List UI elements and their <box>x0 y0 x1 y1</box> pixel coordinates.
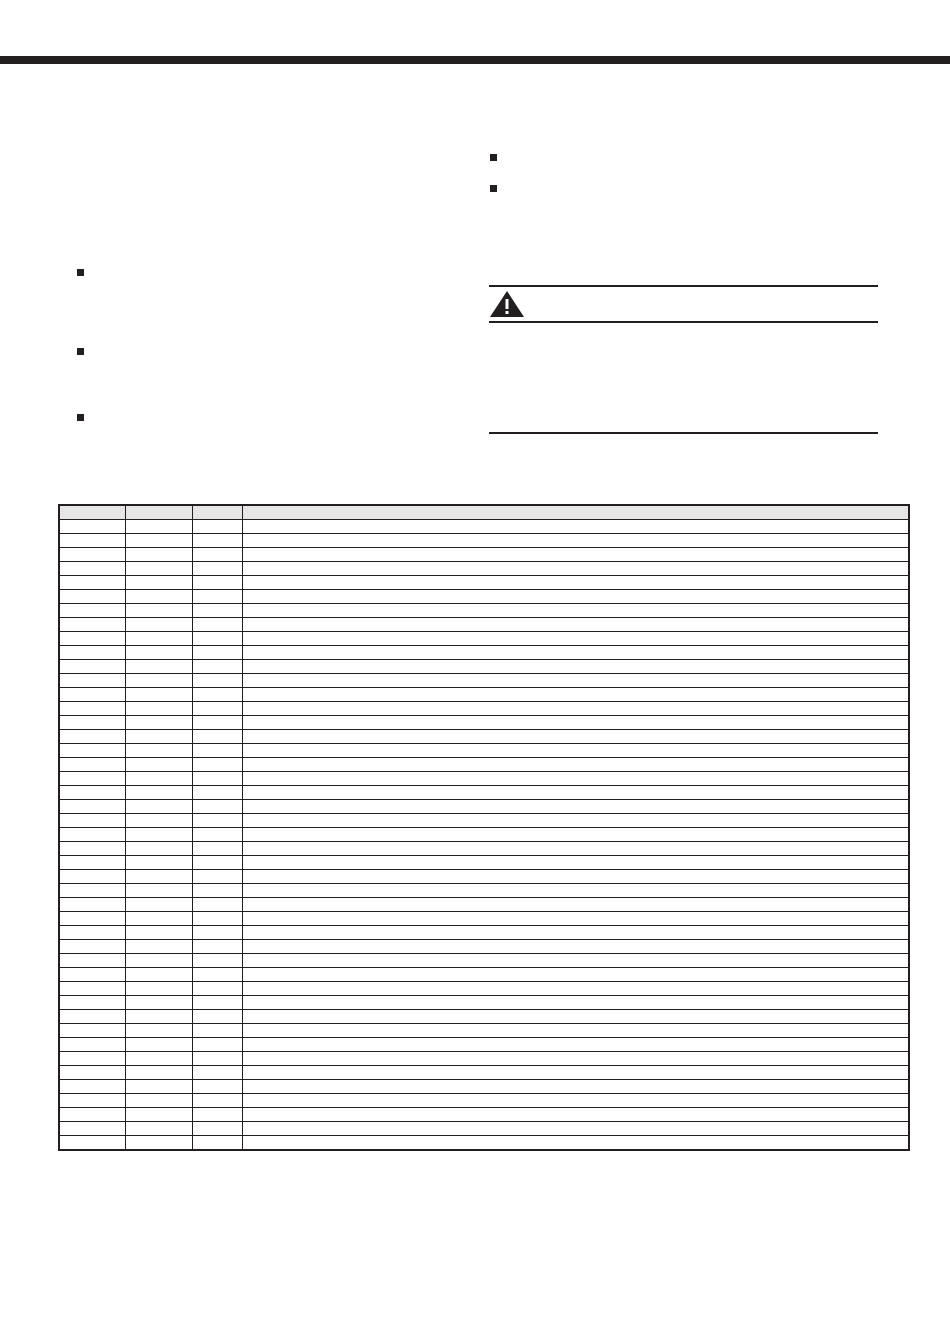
table-cell <box>192 520 242 534</box>
table-cell <box>192 1080 242 1094</box>
table-row <box>59 730 909 744</box>
table-cell <box>192 660 242 674</box>
bullet-marker-4 <box>490 154 497 161</box>
table-cell <box>192 1066 242 1080</box>
table-cell <box>242 814 909 828</box>
table-row <box>59 856 909 870</box>
table-cell <box>125 660 192 674</box>
table-cell <box>125 1080 192 1094</box>
table-row <box>59 1122 909 1136</box>
table-row <box>59 548 909 562</box>
table-cell <box>125 926 192 940</box>
table-cell <box>192 982 242 996</box>
table-cell <box>125 1038 192 1052</box>
table-cell <box>59 828 125 842</box>
table-cell <box>59 618 125 632</box>
table-cell <box>192 674 242 688</box>
table-cell <box>125 786 192 800</box>
table-row <box>59 968 909 982</box>
table-cell <box>242 926 909 940</box>
table-cell <box>125 954 192 968</box>
table-cell <box>125 912 192 926</box>
table-cell <box>59 940 125 954</box>
table-cell <box>242 576 909 590</box>
table-cell <box>192 758 242 772</box>
table-cell <box>125 800 192 814</box>
table-row <box>59 884 909 898</box>
table-cell <box>192 926 242 940</box>
table-cell <box>125 758 192 772</box>
table-row <box>59 660 909 674</box>
table-cell <box>59 660 125 674</box>
table-row <box>59 926 909 940</box>
table-cell <box>192 968 242 982</box>
table-cell <box>192 856 242 870</box>
table-cell <box>59 1080 125 1094</box>
table-row <box>59 702 909 716</box>
table-row <box>59 870 909 884</box>
table-row <box>59 842 909 856</box>
table-cell <box>192 870 242 884</box>
table-row <box>59 604 909 618</box>
table-cell <box>242 548 909 562</box>
table-cell <box>125 940 192 954</box>
table-cell <box>242 996 909 1010</box>
table-cell <box>242 604 909 618</box>
table-row <box>59 716 909 730</box>
table-cell <box>59 744 125 758</box>
table-cell <box>242 1010 909 1024</box>
table-cell <box>125 520 192 534</box>
table-cell <box>192 940 242 954</box>
table-row <box>59 1080 909 1094</box>
table-cell <box>59 968 125 982</box>
table-cell <box>192 1136 242 1151</box>
table-row <box>59 520 909 534</box>
table-cell <box>125 744 192 758</box>
table-cell <box>192 1038 242 1052</box>
table-cell <box>59 1010 125 1024</box>
bullet-marker-2 <box>77 348 84 355</box>
table-cell <box>125 1108 192 1122</box>
table-cell <box>59 800 125 814</box>
table-row <box>59 632 909 646</box>
table-row <box>59 688 909 702</box>
table-cell <box>125 534 192 548</box>
table-row <box>59 744 909 758</box>
column-header <box>59 505 125 520</box>
table-cell <box>59 646 125 660</box>
table-cell <box>125 646 192 660</box>
table-cell <box>242 1122 909 1136</box>
table-cell <box>59 772 125 786</box>
table-cell <box>242 1094 909 1108</box>
column-header <box>242 505 909 520</box>
table-cell <box>125 884 192 898</box>
table-cell <box>192 996 242 1010</box>
warning-bottom-rule <box>489 432 878 434</box>
table-row <box>59 758 909 772</box>
table-row <box>59 576 909 590</box>
table-cell <box>125 632 192 646</box>
warning-mid-rule <box>489 321 878 323</box>
table-cell <box>125 730 192 744</box>
table-cell <box>59 954 125 968</box>
table-cell <box>125 814 192 828</box>
table-cell <box>125 590 192 604</box>
table-cell <box>125 870 192 884</box>
table-cell <box>59 730 125 744</box>
table-cell <box>192 744 242 758</box>
table-cell <box>192 604 242 618</box>
table-cell <box>192 702 242 716</box>
table-cell <box>59 912 125 926</box>
table-cell <box>125 968 192 982</box>
table-cell <box>242 520 909 534</box>
table-cell <box>242 954 909 968</box>
table-cell <box>125 674 192 688</box>
parts-table <box>58 504 910 1151</box>
table-cell <box>59 842 125 856</box>
table-cell <box>192 1010 242 1024</box>
table-row <box>59 772 909 786</box>
table-cell <box>192 590 242 604</box>
table-cell <box>242 912 909 926</box>
table-row <box>59 912 909 926</box>
table-cell <box>125 1010 192 1024</box>
table-row <box>59 1010 909 1024</box>
table-cell <box>192 688 242 702</box>
table-cell <box>242 1052 909 1066</box>
table-row <box>59 534 909 548</box>
table-cell <box>59 1136 125 1151</box>
table-cell <box>125 828 192 842</box>
table-cell <box>59 702 125 716</box>
table-row <box>59 786 909 800</box>
table-cell <box>242 702 909 716</box>
table-row <box>59 1052 909 1066</box>
table-cell <box>59 562 125 576</box>
table-row <box>59 1066 909 1080</box>
table-cell <box>192 884 242 898</box>
table-cell <box>59 1108 125 1122</box>
bullet-marker-1 <box>77 269 84 276</box>
table-cell <box>192 646 242 660</box>
table-cell <box>242 534 909 548</box>
table-cell <box>59 926 125 940</box>
warning-triangle-icon <box>489 290 525 318</box>
table-cell <box>242 786 909 800</box>
table-cell <box>242 772 909 786</box>
table-cell <box>242 828 909 842</box>
table-cell <box>59 688 125 702</box>
table-cell <box>242 800 909 814</box>
table-cell <box>242 1066 909 1080</box>
table-row <box>59 1094 909 1108</box>
table-cell <box>125 898 192 912</box>
table-cell <box>59 982 125 996</box>
table-cell <box>192 1122 242 1136</box>
table-cell <box>125 1052 192 1066</box>
table-cell <box>59 716 125 730</box>
table-row <box>59 982 909 996</box>
table-cell <box>59 898 125 912</box>
table-cell <box>125 688 192 702</box>
table-cell <box>242 632 909 646</box>
table-cell <box>242 982 909 996</box>
bullet-marker-5 <box>490 185 497 192</box>
table-cell <box>242 660 909 674</box>
table-row <box>59 618 909 632</box>
table-cell <box>192 576 242 590</box>
table-cell <box>192 716 242 730</box>
table-cell <box>59 870 125 884</box>
table-cell <box>59 786 125 800</box>
table-cell <box>125 842 192 856</box>
table-cell <box>125 618 192 632</box>
table-cell <box>242 716 909 730</box>
table-row <box>59 1038 909 1052</box>
table-cell <box>192 1024 242 1038</box>
table-cell <box>242 940 909 954</box>
table-cell <box>242 1038 909 1052</box>
table-cell <box>59 1038 125 1052</box>
table-cell <box>242 730 909 744</box>
table-row <box>59 996 909 1010</box>
table-cell <box>59 996 125 1010</box>
table-cell <box>192 898 242 912</box>
table-cell <box>192 842 242 856</box>
table-cell <box>125 1094 192 1108</box>
table-cell <box>59 520 125 534</box>
table-cell <box>125 576 192 590</box>
table-row <box>59 954 909 968</box>
table-cell <box>192 730 242 744</box>
table-cell <box>59 674 125 688</box>
table-cell <box>192 1108 242 1122</box>
table-cell <box>192 1052 242 1066</box>
table-cell <box>192 632 242 646</box>
table-cell <box>242 884 909 898</box>
table-cell <box>59 1052 125 1066</box>
table-cell <box>125 548 192 562</box>
table-cell <box>242 618 909 632</box>
table-row <box>59 1024 909 1038</box>
table-cell <box>242 590 909 604</box>
table-row <box>59 814 909 828</box>
table-cell <box>59 1094 125 1108</box>
table-cell <box>192 618 242 632</box>
table-cell <box>192 548 242 562</box>
table-cell <box>125 1024 192 1038</box>
table-cell <box>192 772 242 786</box>
table-row <box>59 1136 909 1151</box>
table-cell <box>59 856 125 870</box>
table-cell <box>125 562 192 576</box>
header-rule <box>0 56 950 64</box>
table-cell <box>59 1066 125 1080</box>
table-row <box>59 646 909 660</box>
table-cell <box>125 702 192 716</box>
table-cell <box>242 646 909 660</box>
table-cell <box>59 590 125 604</box>
warning-top-rule <box>489 285 878 287</box>
table-cell <box>242 1108 909 1122</box>
table-cell <box>192 786 242 800</box>
table-cell <box>192 1094 242 1108</box>
table-cell <box>192 814 242 828</box>
table-cell <box>242 870 909 884</box>
table-cell <box>242 1024 909 1038</box>
bullet-marker-3 <box>77 414 84 421</box>
table-cell <box>242 744 909 758</box>
column-header <box>125 505 192 520</box>
table-cell <box>59 632 125 646</box>
table-cell <box>242 1136 909 1151</box>
table-cell <box>192 828 242 842</box>
table-cell <box>59 1122 125 1136</box>
table-cell <box>242 758 909 772</box>
table-cell <box>59 548 125 562</box>
table-cell <box>192 534 242 548</box>
table-cell <box>59 576 125 590</box>
table-row <box>59 940 909 954</box>
table-row <box>59 674 909 688</box>
table-cell <box>242 562 909 576</box>
table-row <box>59 562 909 576</box>
table-cell <box>125 1066 192 1080</box>
table-cell <box>192 562 242 576</box>
table-cell <box>59 758 125 772</box>
table-cell <box>242 968 909 982</box>
table-header-row <box>59 505 909 520</box>
table-cell <box>59 604 125 618</box>
table-cell <box>125 856 192 870</box>
table-cell <box>242 898 909 912</box>
table-cell <box>192 912 242 926</box>
table-cell <box>192 954 242 968</box>
table-cell <box>242 856 909 870</box>
table-row <box>59 1108 909 1122</box>
table-cell <box>242 842 909 856</box>
table-cell <box>125 996 192 1010</box>
table-cell <box>125 1122 192 1136</box>
table-cell <box>59 814 125 828</box>
table-cell <box>125 716 192 730</box>
table-cell <box>125 772 192 786</box>
table-cell <box>242 674 909 688</box>
table-cell <box>242 1080 909 1094</box>
table-cell <box>59 534 125 548</box>
table-cell <box>125 982 192 996</box>
table-row <box>59 898 909 912</box>
column-header <box>192 505 242 520</box>
table-cell <box>192 800 242 814</box>
table-cell <box>59 884 125 898</box>
table-row <box>59 590 909 604</box>
table-row <box>59 828 909 842</box>
table-cell <box>125 604 192 618</box>
table-cell <box>125 1136 192 1151</box>
table-cell <box>59 1024 125 1038</box>
table-row <box>59 800 909 814</box>
table-cell <box>242 688 909 702</box>
